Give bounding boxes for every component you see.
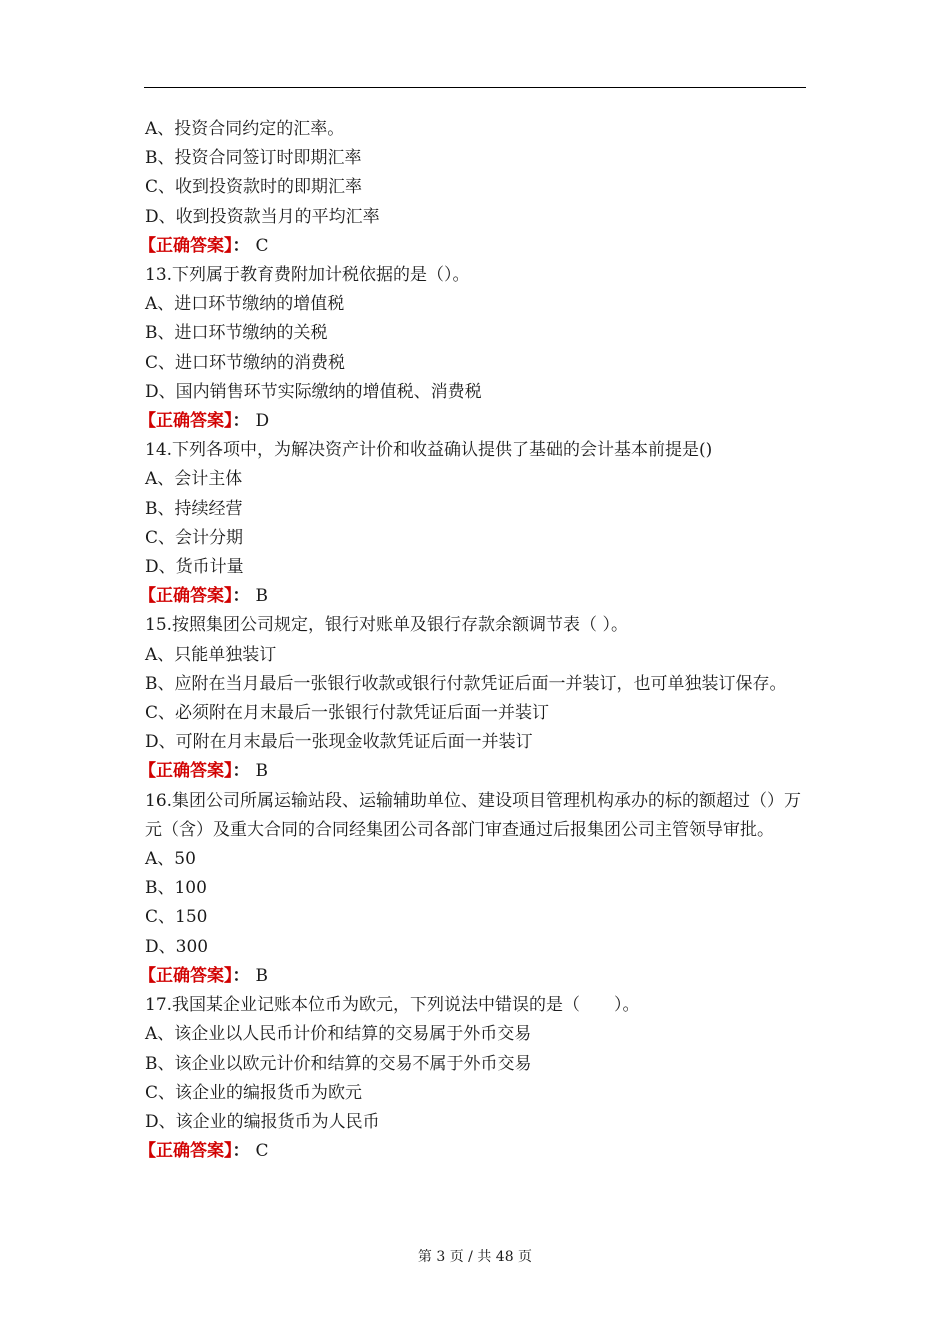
option-line: D、300 bbox=[145, 936, 209, 957]
header-rule bbox=[144, 87, 806, 88]
option-line: D、该企业的编报货币为人民币 bbox=[145, 1111, 380, 1132]
question-line: 15.按照集团公司规定，银行对账单及银行存款余额调节表（ ）。 bbox=[145, 615, 628, 636]
option-line: D、国内销售环节实际缴纳的增值税、消费税 bbox=[145, 381, 482, 402]
option-line: B、应附在当月最后一张银行收款或银行付款凭证后面一并装订，也可单独装订保存。 bbox=[145, 673, 787, 694]
option-line: D、收到投资款当月的平均汇率 bbox=[145, 206, 380, 227]
option-line: A、只能单独装订 bbox=[145, 644, 277, 665]
answer-label: 【正确答案】 bbox=[139, 761, 233, 782]
option-line: C、必须附在月末最后一张银行付款凭证后面一并装订 bbox=[145, 703, 550, 724]
option-line: A、进口环节缴纳的增值税 bbox=[145, 294, 345, 315]
answer-line bbox=[139, 582, 809, 611]
option-line: B、100 bbox=[145, 878, 207, 899]
answer-value: B bbox=[255, 761, 268, 782]
option-line: D、货币计量 bbox=[145, 557, 244, 578]
answer-value: B bbox=[255, 586, 268, 607]
answer-colon: ： bbox=[232, 411, 250, 432]
answer-line bbox=[139, 1137, 809, 1166]
question-line: 16.集团公司所属运输站段、运输辅助单位、建设项目管理机构承办的标的额超过（）万元（含）及重大合同的合同经集团公司各部门审查通过后报集团公司主管领导审批。 bbox=[145, 790, 802, 840]
option-line: B、投资合同签订时即期汇率 bbox=[145, 148, 362, 169]
option-line: B、持续经营 bbox=[145, 498, 243, 519]
option-line: B、该企业以欧元计价和结算的交易不属于外币交易 bbox=[145, 1053, 532, 1074]
answer-line bbox=[139, 757, 809, 786]
answer-value: C bbox=[255, 1141, 269, 1162]
answer-colon: ： bbox=[232, 761, 250, 782]
answer-colon: ： bbox=[232, 1141, 250, 1162]
option-line: C、收到投资款时的即期汇率 bbox=[145, 177, 363, 198]
option-line: C、该企业的编报货币为欧元 bbox=[145, 1082, 363, 1103]
option-line: C、会计分期 bbox=[145, 527, 244, 548]
answer-label: 【正确答案】 bbox=[139, 411, 233, 432]
question-line: 14.下列各项中，为解决资产计价和收益确认提供了基础的会计基本前提是() bbox=[145, 440, 713, 461]
answer-colon: ： bbox=[232, 965, 250, 986]
option-line: A、该企业以人民币计价和结算的交易属于外币交易 bbox=[145, 1024, 532, 1045]
answer-colon: ： bbox=[232, 235, 250, 256]
option-line: A、会计主体 bbox=[145, 469, 243, 490]
page-footer: 第 3 页 / 共 48 页 bbox=[417, 1249, 533, 1265]
answer-label: 【正确答案】 bbox=[139, 1141, 233, 1162]
answer-line bbox=[139, 962, 809, 991]
option-line: D、可附在月末最后一张现金收款凭证后面一并装订 bbox=[145, 732, 533, 753]
answer-value: B bbox=[255, 965, 268, 986]
answer-value: C bbox=[255, 235, 269, 256]
question-line: 13.下列属于教育费附加计税依据的是（）。 bbox=[145, 265, 470, 286]
answer-colon: ： bbox=[232, 586, 250, 607]
answer-line bbox=[139, 407, 809, 436]
option-line: C、150 bbox=[145, 907, 208, 928]
option-line: A、50 bbox=[145, 849, 196, 870]
option-line: B、进口环节缴纳的关税 bbox=[145, 323, 328, 344]
answer-label: 【正确答案】 bbox=[139, 235, 233, 256]
answer-value: D bbox=[255, 411, 270, 432]
option-line: A、投资合同约定的汇率。 bbox=[145, 119, 345, 139]
option-line: C、进口环节缴纳的消费税 bbox=[145, 352, 346, 373]
answer-label: 【正确答案】 bbox=[139, 965, 233, 986]
document-body bbox=[139, 115, 809, 1166]
answer-line bbox=[139, 232, 809, 261]
answer-label: 【正确答案】 bbox=[139, 586, 233, 607]
question-line: 17.我国某企业记账本位币为欧元，下列说法中错误的是（ ）。 bbox=[145, 995, 640, 1016]
